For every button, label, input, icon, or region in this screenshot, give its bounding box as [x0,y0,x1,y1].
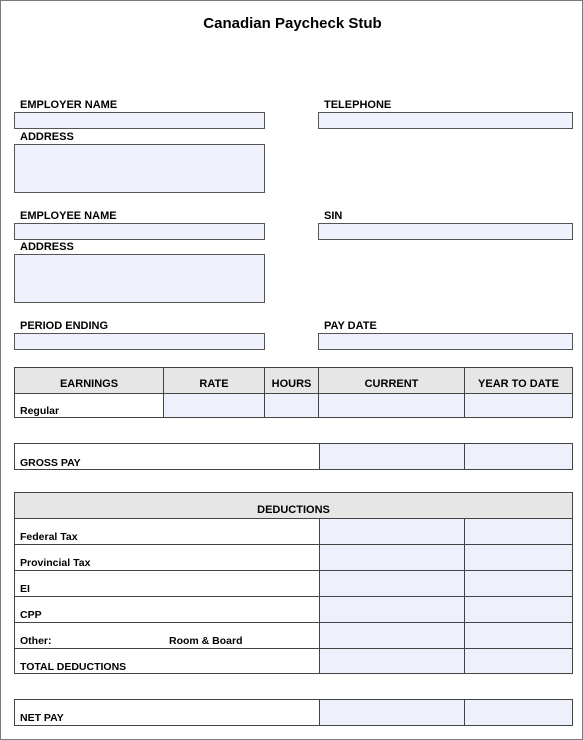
federal-tax-label: Federal Tax [20,531,78,543]
other-note: Room & Board [169,635,243,647]
employee-name-field[interactable] [14,223,265,240]
cpp-current-field[interactable] [320,597,464,622]
federal-tax-current-field[interactable] [320,519,464,544]
other-label: Other: [20,635,52,647]
net-pay-ytd-field[interactable] [465,700,572,725]
deductions-table [14,492,573,674]
ei-ytd-field[interactable] [465,571,572,596]
employee-name-label: EMPLOYEE NAME [20,210,117,222]
total-deductions-label: TOTAL DEDUCTIONS [20,661,127,673]
federal-tax-ytd-field[interactable] [465,519,572,544]
hours-col-header: HOURS [271,378,312,390]
gross-pay-ytd-field[interactable] [465,444,572,469]
regular-hours-field[interactable] [265,394,318,417]
employer-address-field[interactable] [14,144,265,193]
other-ytd-field[interactable] [465,623,572,648]
employee-address-field[interactable] [14,254,265,303]
regular-current-field[interactable] [319,394,464,417]
employer-address-label: ADDRESS [20,131,74,143]
sin-label: SIN [324,210,343,222]
deductions-header: DEDUCTIONS [257,504,330,516]
net-pay-row [14,699,573,726]
ytd-col-header: YEAR TO DATE [478,378,559,390]
cpp-label: CPP [20,609,42,621]
page-title: Canadian Paycheck Stub [203,15,382,32]
regular-row-label: Regular [20,405,60,417]
pay-date-label: PAY DATE [324,320,377,332]
ei-label: EI [20,583,30,595]
total-deductions-ytd-field[interactable] [465,649,572,673]
telephone-field[interactable] [318,112,573,129]
gross-pay-current-field[interactable] [320,444,464,469]
employer-name-label: EMPLOYER NAME [20,99,118,111]
regular-rate-field[interactable] [164,394,264,417]
cpp-ytd-field[interactable] [465,597,572,622]
total-deductions-current-field[interactable] [320,649,464,673]
rate-col-header: RATE [199,378,229,390]
employer-name-field[interactable] [14,112,265,129]
net-pay-current-field[interactable] [320,700,464,725]
other-current-field[interactable] [320,623,464,648]
earnings-col-header: EARNINGS [59,378,119,390]
provincial-tax-current-field[interactable] [320,545,464,570]
period-ending-field[interactable] [14,333,265,350]
pay-date-field[interactable] [318,333,573,350]
gross-pay-row [14,443,573,470]
sin-field[interactable] [318,223,573,240]
provincial-tax-ytd-field[interactable] [465,545,572,570]
regular-ytd-field[interactable] [465,394,572,417]
employee-address-label: ADDRESS [20,241,74,253]
gross-pay-label: GROSS PAY [20,457,81,469]
period-ending-label: PERIOD ENDING [20,320,109,332]
provincial-tax-label: Provincial Tax [20,557,91,569]
current-col-header: CURRENT [364,378,419,390]
telephone-label: TELEPHONE [324,99,392,111]
ei-current-field[interactable] [320,571,464,596]
net-pay-label: NET PAY [20,712,64,724]
earnings-table [14,367,573,418]
